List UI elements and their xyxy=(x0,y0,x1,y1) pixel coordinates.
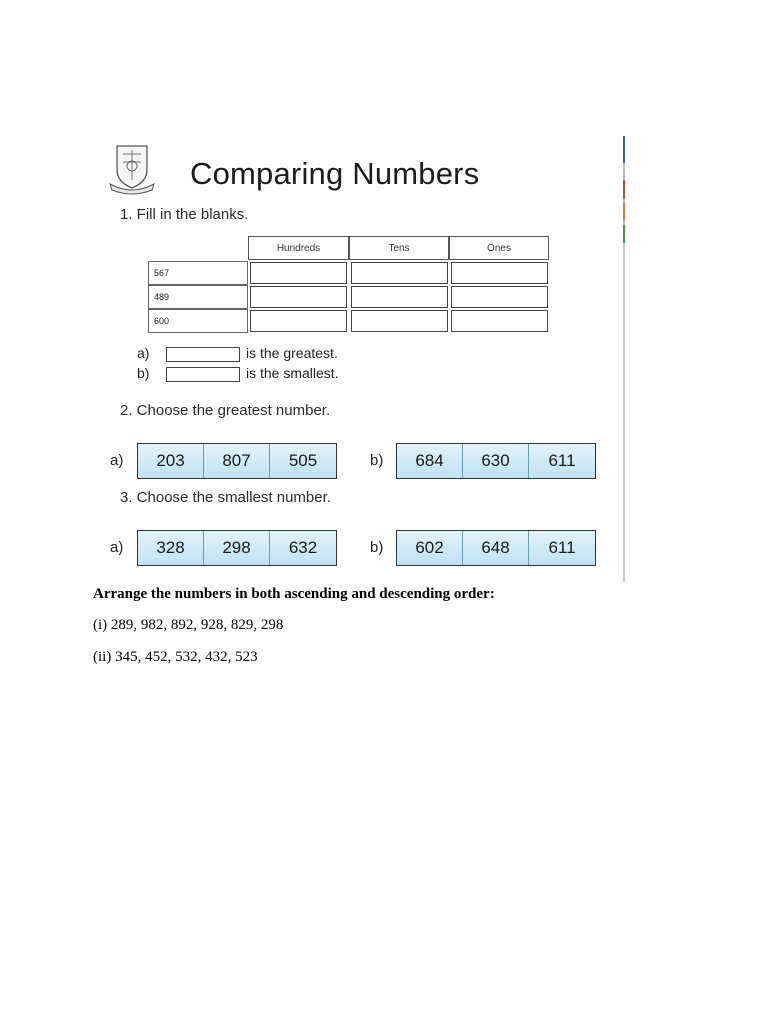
number-choice[interactable]: 630 xyxy=(463,444,529,478)
hundreds-cell[interactable] xyxy=(250,262,347,284)
question-3-prompt: 3. Choose the smallest number. xyxy=(120,489,331,506)
greatest-text: is the greatest. xyxy=(246,345,338,361)
hundreds-cell[interactable] xyxy=(250,286,347,308)
row-label: 489 xyxy=(148,285,248,309)
tens-cell[interactable] xyxy=(351,310,448,332)
q3-a-label: a) xyxy=(110,539,124,556)
q2-a-label: a) xyxy=(110,452,124,469)
number-choice[interactable]: 648 xyxy=(463,531,529,565)
arrange-line-1: (i) 289, 982, 892, 928, 829, 298 xyxy=(93,617,284,633)
greatest-blank[interactable] xyxy=(166,347,240,362)
worksheet-title: Comparing Numbers xyxy=(190,156,480,191)
q3-b-number-group xyxy=(396,530,596,566)
ones-cell[interactable] xyxy=(451,262,548,284)
number-choice[interactable]: 632 xyxy=(270,531,336,565)
tens-cell[interactable] xyxy=(351,286,448,308)
ones-cell[interactable] xyxy=(451,286,548,308)
row-label: 600 xyxy=(148,309,248,333)
header-ones: Ones xyxy=(449,236,549,260)
number-choice[interactable]: 602 xyxy=(397,531,463,565)
number-choice[interactable]: 684 xyxy=(397,444,463,478)
number-choice[interactable]: 611 xyxy=(529,531,595,565)
blank-a-label: a) xyxy=(137,345,150,361)
number-choice[interactable]: 203 xyxy=(138,444,204,478)
number-choice[interactable]: 328 xyxy=(138,531,204,565)
ones-cell[interactable] xyxy=(451,310,548,332)
number-choice[interactable]: 611 xyxy=(529,444,595,478)
blank-b-label: b) xyxy=(137,365,150,381)
q3-a-number-group xyxy=(137,530,337,566)
question-1-prompt: 1. Fill in the blanks. xyxy=(120,206,249,223)
q3-b-label: b) xyxy=(370,539,384,556)
smallest-blank[interactable] xyxy=(166,367,240,382)
smallest-text: is the smallest. xyxy=(246,365,339,381)
q2-b-number-group xyxy=(396,443,596,479)
hundreds-cell[interactable] xyxy=(250,310,347,332)
question-2-prompt: 2. Choose the greatest number. xyxy=(120,402,331,419)
worksheet-image xyxy=(100,136,626,582)
tens-cell[interactable] xyxy=(351,262,448,284)
q2-b-label: b) xyxy=(370,452,384,469)
row-label: 567 xyxy=(148,261,248,285)
header-hundreds: Hundreds xyxy=(248,236,349,260)
worksheet-edge-divider xyxy=(623,136,625,582)
school-crest-icon xyxy=(107,140,157,196)
arrange-heading: Arrange the numbers in both ascending and descending order: xyxy=(93,586,495,602)
number-choice[interactable]: 505 xyxy=(270,444,336,478)
header-tens: Tens xyxy=(349,236,449,260)
number-choice[interactable]: 298 xyxy=(204,531,270,565)
number-choice[interactable]: 807 xyxy=(204,444,270,478)
arrange-line-2: (ii) 345, 452, 532, 432, 523 xyxy=(93,649,258,665)
q2-a-number-group xyxy=(137,443,337,479)
